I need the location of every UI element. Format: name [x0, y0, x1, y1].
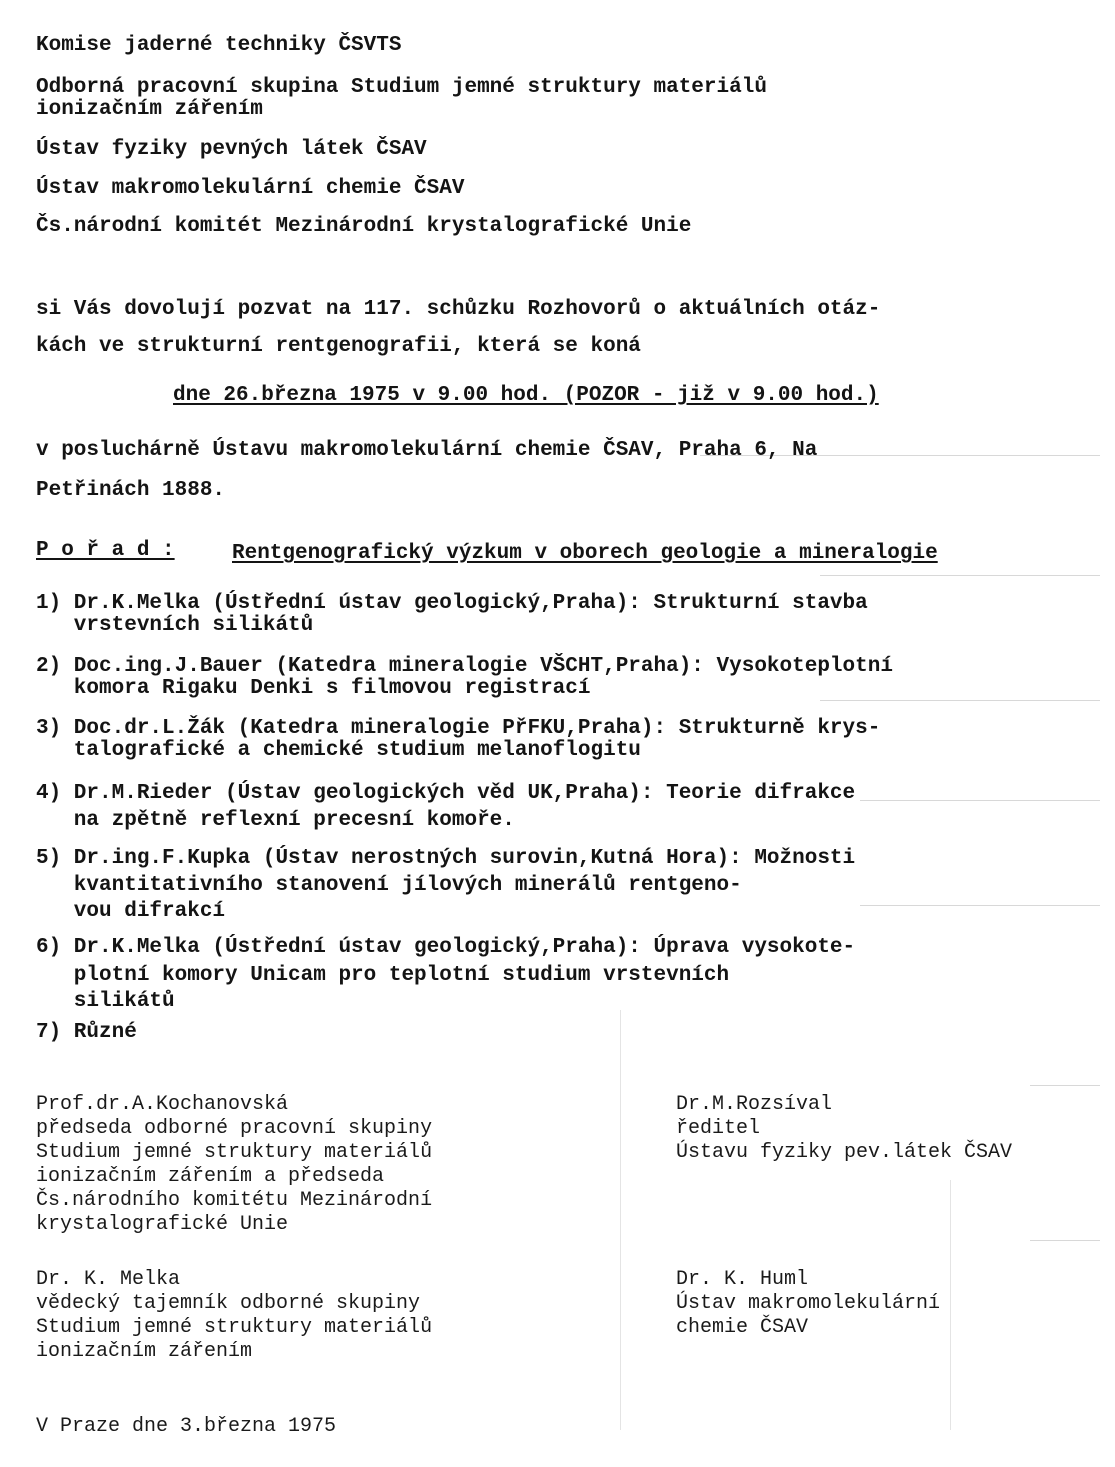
program-item-line: komora Rigaku Denki s filmovou registrací — [36, 677, 591, 700]
paper-rule — [860, 800, 1100, 801]
program-item-line: 3) Doc.dr.L.Žák (Katedra mineralogie PřFKU,Praha): Strukturně krys- — [36, 717, 881, 740]
signature-line: Dr.M.Rozsíval — [676, 1093, 833, 1116]
invitation-line-1: si Vás dovolují pozvat na 117. schůzku Rozhovorů o aktuálních otáz- — [36, 298, 881, 321]
header-organization-2-cont: ionizačním zářením — [36, 98, 263, 121]
signature-line: ionizačním zářením — [36, 1340, 253, 1363]
signature-line: Dr. K. Huml — [676, 1268, 809, 1291]
program-item-line: silikátů — [36, 990, 175, 1013]
paper-fold — [950, 1180, 951, 1430]
header-organization-2: Odborná pracovní skupina Studium jemné struktury materiálů — [36, 76, 767, 99]
program-item-line: 1) Dr.K.Melka (Ústřední ústav geologický,Praha): Strukturní stavba — [36, 592, 868, 615]
paper-rule — [820, 575, 1100, 576]
signature-line: Studium jemné struktury materiálů — [36, 1316, 433, 1339]
signature-line: Ústav makromolekulární — [676, 1292, 941, 1315]
header-organization-1: Komise jaderné techniky ČSVTS — [36, 34, 402, 57]
program-item-line: 6) Dr.K.Melka (Ústřední ústav geologický,Praha): Úprava vysokote- — [36, 936, 856, 959]
signature-line: ředitel — [676, 1117, 761, 1140]
paper-rule — [1030, 1240, 1100, 1241]
paper-fold — [620, 1010, 621, 1430]
program-item-line: plotní komory Unicam pro teplotní studium vrstevních — [36, 964, 730, 987]
paper-rule — [860, 905, 1100, 906]
signature-line: Prof.dr.A.Kochanovská — [36, 1093, 289, 1116]
meeting-place-1: v posluchárně Ústavu makromolekulární chemie ČSAV, Praha 6, Na — [36, 439, 818, 462]
document-date: V Praze dne 3.března 1975 — [36, 1415, 337, 1438]
header-organization-5: Čs.národní komitét Mezinárodní krystalografické Unie — [36, 215, 692, 238]
signature-line: předseda odborné pracovní skupiny — [36, 1117, 433, 1140]
program-item-line: 7) Různé — [36, 1021, 137, 1044]
program-item-line: talografické a chemické studium melanoflogitu — [36, 739, 641, 762]
signature-line: vědecký tajemník odborné skupiny — [36, 1292, 421, 1315]
program-item-line: 4) Dr.M.Rieder (Ústav geologických věd UK,Praha): Teorie difrakce — [36, 782, 856, 805]
program-label: P o ř a d : — [36, 539, 175, 562]
paper-rule — [820, 700, 1100, 701]
program-item-line: na zpětně reflexní precesní komoře. — [36, 809, 515, 832]
program-item-line: vrstevních silikátů — [36, 614, 314, 637]
program-item-line: kvantitativního stanovení jílových minerálů rentgeno- — [36, 874, 742, 897]
invitation-line-2: kách ve strukturní rentgenografii, která se koná — [36, 335, 641, 358]
signature-line: Ústavu fyziky pev.látek ČSAV — [676, 1141, 1013, 1164]
program-item-line: 2) Doc.ing.J.Bauer (Katedra mineralogie VŠCHT,Praha): Vysokoteplotní — [36, 655, 893, 678]
program-topic: Rentgenografický výzkum v oborech geologie a mineralogie — [232, 542, 938, 565]
header-organization-3: Ústav fyziky pevných látek ČSAV — [36, 138, 427, 161]
signature-line: Dr. K. Melka — [36, 1268, 181, 1291]
header-organization-4: Ústav makromolekulární chemie ČSAV — [36, 177, 465, 200]
signature-line: chemie ČSAV — [676, 1316, 809, 1339]
signature-line: krystalografické Unie — [36, 1213, 289, 1236]
signature-line: ionizačním zářením a předseda — [36, 1165, 385, 1188]
signature-line: Studium jemné struktury materiálů — [36, 1141, 433, 1164]
meeting-place-2: Petřinách 1888. — [36, 479, 226, 502]
signature-line: Čs.národního komitétu Mezinárodní — [36, 1189, 433, 1212]
program-item-line: vou difrakcí — [36, 900, 226, 923]
meeting-date: dne 26.března 1975 v 9.00 hod. (POZOR - již v 9.00 hod.) — [173, 384, 879, 407]
paper-rule — [1030, 1085, 1100, 1086]
program-item-line: 5) Dr.ing.F.Kupka (Ústav nerostných surovin,Kutná Hora): Možnosti — [36, 847, 856, 870]
